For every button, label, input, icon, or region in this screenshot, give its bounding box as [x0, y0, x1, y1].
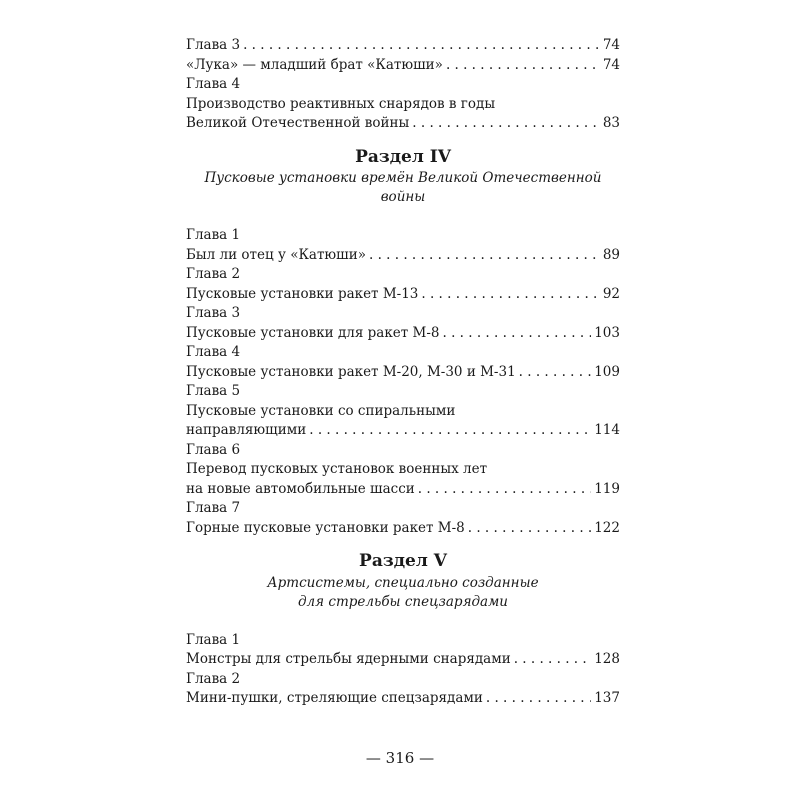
section-iv-entries — [186, 226, 620, 538]
toc-entry-title: направляющими — [186, 422, 307, 438]
chapter-label: Глава 4 — [186, 76, 241, 92]
toc-entry — [186, 285, 620, 305]
toc-entry — [186, 519, 620, 539]
dot-leader — [309, 421, 591, 441]
section-v-entries — [186, 631, 620, 709]
toc-top-group — [186, 36, 620, 134]
dot-leader — [421, 285, 599, 305]
toc-entry-page: 74 — [602, 37, 620, 53]
dot-leader — [412, 114, 600, 134]
chapter-label: Глава 1 — [186, 631, 241, 648]
chapter-label: Глава 1 — [186, 227, 241, 243]
toc-entry — [186, 480, 620, 500]
toc-entry — [186, 246, 620, 266]
toc-entry — [186, 324, 620, 344]
toc-entry-page: 92 — [602, 285, 620, 302]
toc-entry-page: 128 — [594, 651, 620, 667]
toc-entry-page: 122 — [594, 519, 620, 536]
toc-entry — [186, 363, 620, 383]
dot-leader — [514, 650, 592, 670]
toc-entry-title: Пусковые установки ракет М-20, М-30 и М-31 — [186, 363, 516, 380]
section-iv-subtitle: Пусковые установки времён Великой Отечественной войны — [204, 170, 602, 205]
chapter-label: Глава 3 — [186, 305, 241, 321]
toc-entry — [186, 650, 620, 670]
chapter-label: Глава 6 — [186, 441, 241, 458]
chapter-label: Глава 2 — [186, 266, 241, 282]
dot-leader — [446, 56, 600, 76]
toc-entry-page: 89 — [602, 246, 620, 263]
dot-leader — [468, 519, 591, 539]
toc-entry-title: Производство реактивных снарядов в годы — [186, 95, 496, 112]
toc-entry — [186, 114, 620, 134]
dot-leader — [369, 246, 600, 266]
section-iv-title: Раздел IV — [355, 146, 451, 167]
chapter-label: Глава 2 — [186, 670, 241, 687]
toc-entry — [186, 689, 620, 709]
toc-entry-title: Пусковые установки ракет М-13 — [186, 285, 419, 302]
toc-entry-title: Монстры для стрельбы ядерными снарядами — [186, 651, 511, 667]
toc-entry-title: «Лука» — младший брат «Катюши» — [186, 56, 443, 73]
dot-leader — [418, 480, 591, 500]
toc-entry-page: 74 — [602, 56, 620, 73]
section-v-subtitle-line1: Артсистемы, специально созданные — [267, 574, 539, 591]
dot-leader — [443, 324, 592, 344]
toc-entry-page: 119 — [594, 480, 620, 497]
toc-entry-title: Пусковые установки для ракет М-8 — [186, 324, 440, 341]
dot-leader — [519, 363, 592, 383]
page-number: — 316 — — [365, 749, 435, 767]
toc-entry-title: Был ли отец у «Катюши» — [186, 246, 366, 263]
section-v-subtitle-line2: для стрельбы спецзарядами — [298, 593, 508, 610]
toc-entry-page: 83 — [602, 115, 620, 131]
chapter-label: Глава 4 — [186, 344, 241, 360]
toc-entry-page: 114 — [594, 422, 620, 438]
toc-entry-page: 137 — [594, 690, 620, 706]
toc-entry — [186, 36, 620, 56]
toc-entry-title: Перевод пусковых установок военных лет — [186, 461, 488, 477]
chapter-label: Глава 5 — [186, 383, 241, 399]
table-of-contents — [186, 36, 620, 709]
toc-entry-page: 103 — [594, 324, 620, 341]
toc-entry-title: Горные пусковые установки ракет М-8 — [186, 519, 465, 536]
section-v-title: Раздел V — [359, 551, 447, 571]
toc-entry-title: Мини-пушки, стреляющие спецзарядами — [186, 690, 483, 706]
toc-entry-title: на новые автомобильные шасси — [186, 480, 415, 497]
toc-entry — [186, 56, 620, 76]
toc-entry-title: Великой Отечественной войны — [186, 115, 410, 131]
toc-entry-page: 109 — [594, 363, 620, 380]
toc-entry-title: Пусковые установки со спиральными — [186, 402, 456, 419]
toc-entry — [186, 421, 620, 441]
toc-entry-title: Глава 3 — [186, 37, 241, 53]
dot-leader — [243, 36, 600, 56]
dot-leader — [486, 689, 591, 709]
chapter-label: Глава 7 — [186, 500, 241, 516]
